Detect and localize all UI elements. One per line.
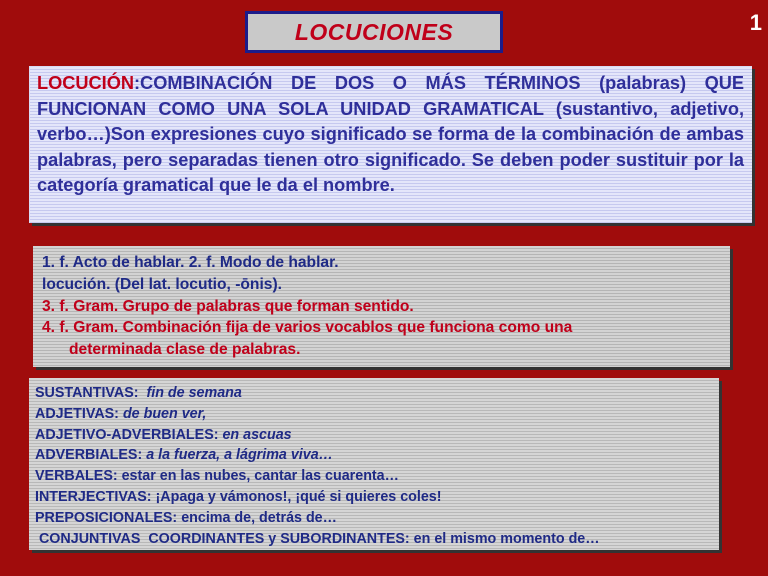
type-example: ¡Apaga y vámonos!, ¡qué si quieres coles! — [155, 488, 442, 505]
type-example: estar en las nubes, cantar las cuarenta… — [121, 468, 399, 485]
type-example: en el mismo momento de… — [413, 530, 600, 547]
type-label: INTERJECTIVAS: — [35, 488, 152, 505]
dictionary-line-5: determinada clase de palabras. — [69, 341, 301, 359]
type-example: encima de, detrás de… — [181, 509, 337, 526]
definition-term: LOCUCIÓN — [37, 73, 134, 93]
type-row — [35, 404, 713, 425]
dictionary-line-3: 3. f. Gram. Grupo de palabras que forman sentido. — [42, 297, 414, 315]
type-label: ADJETIVO-ADVERBIALES: — [35, 426, 219, 443]
type-label: CONJUNTIVAS COORDINANTES y SUBORDINANTES: — [35, 530, 410, 547]
slide-number: 1 — [749, 10, 762, 35]
type-label: ADJETIVAS: — [35, 405, 119, 422]
definition-text: :COMBINACIÓN DE DOS O MÁS TÉRMINOS (palabras) QUE FUNCIONAN COMO UNA SOLA UNIDAD GRAMATICAL (sustantivo, adjetivo, verbo…)Son expresiones cuyo significado se forma de la combinación de ambas palabras, pero separadas tienen otro significado. Se deben poder sustituir por la categoría gramatical que le da el nombre. — [37, 73, 744, 195]
type-label: VERBALES: — [35, 468, 118, 485]
definition-box — [29, 66, 752, 223]
dictionary-box — [33, 246, 730, 367]
dictionary-line-1: 1. f. Acto de hablar. 2. f. Modo de hablar. — [42, 254, 339, 271]
type-row — [35, 508, 713, 529]
type-label: SUSTANTIVAS: — [35, 385, 139, 401]
dictionary-line-2: locución. (Del lat. locutio, -ōnis). — [42, 275, 282, 293]
type-row — [35, 445, 713, 466]
slide-title-box — [245, 11, 503, 53]
type-label: PREPOSICIONALES: — [35, 509, 178, 526]
type-example: fin de semana — [146, 385, 242, 401]
type-row — [35, 466, 713, 487]
type-row — [35, 425, 713, 446]
type-example: de buen ver, — [122, 405, 207, 422]
slide-title: LOCUCIONES — [294, 18, 454, 45]
type-example: a la fuerza, a lágrima viva… — [146, 447, 333, 464]
type-label: ADVERBIALES: — [35, 447, 143, 464]
type-row — [35, 487, 713, 508]
dictionary-line-4: 4. f. Gram. Combinación fija de varios vocablos que funciona como una — [42, 319, 573, 337]
type-row — [35, 529, 713, 550]
types-box — [29, 378, 719, 550]
type-example: en ascuas — [222, 426, 292, 443]
type-row — [35, 383, 713, 404]
